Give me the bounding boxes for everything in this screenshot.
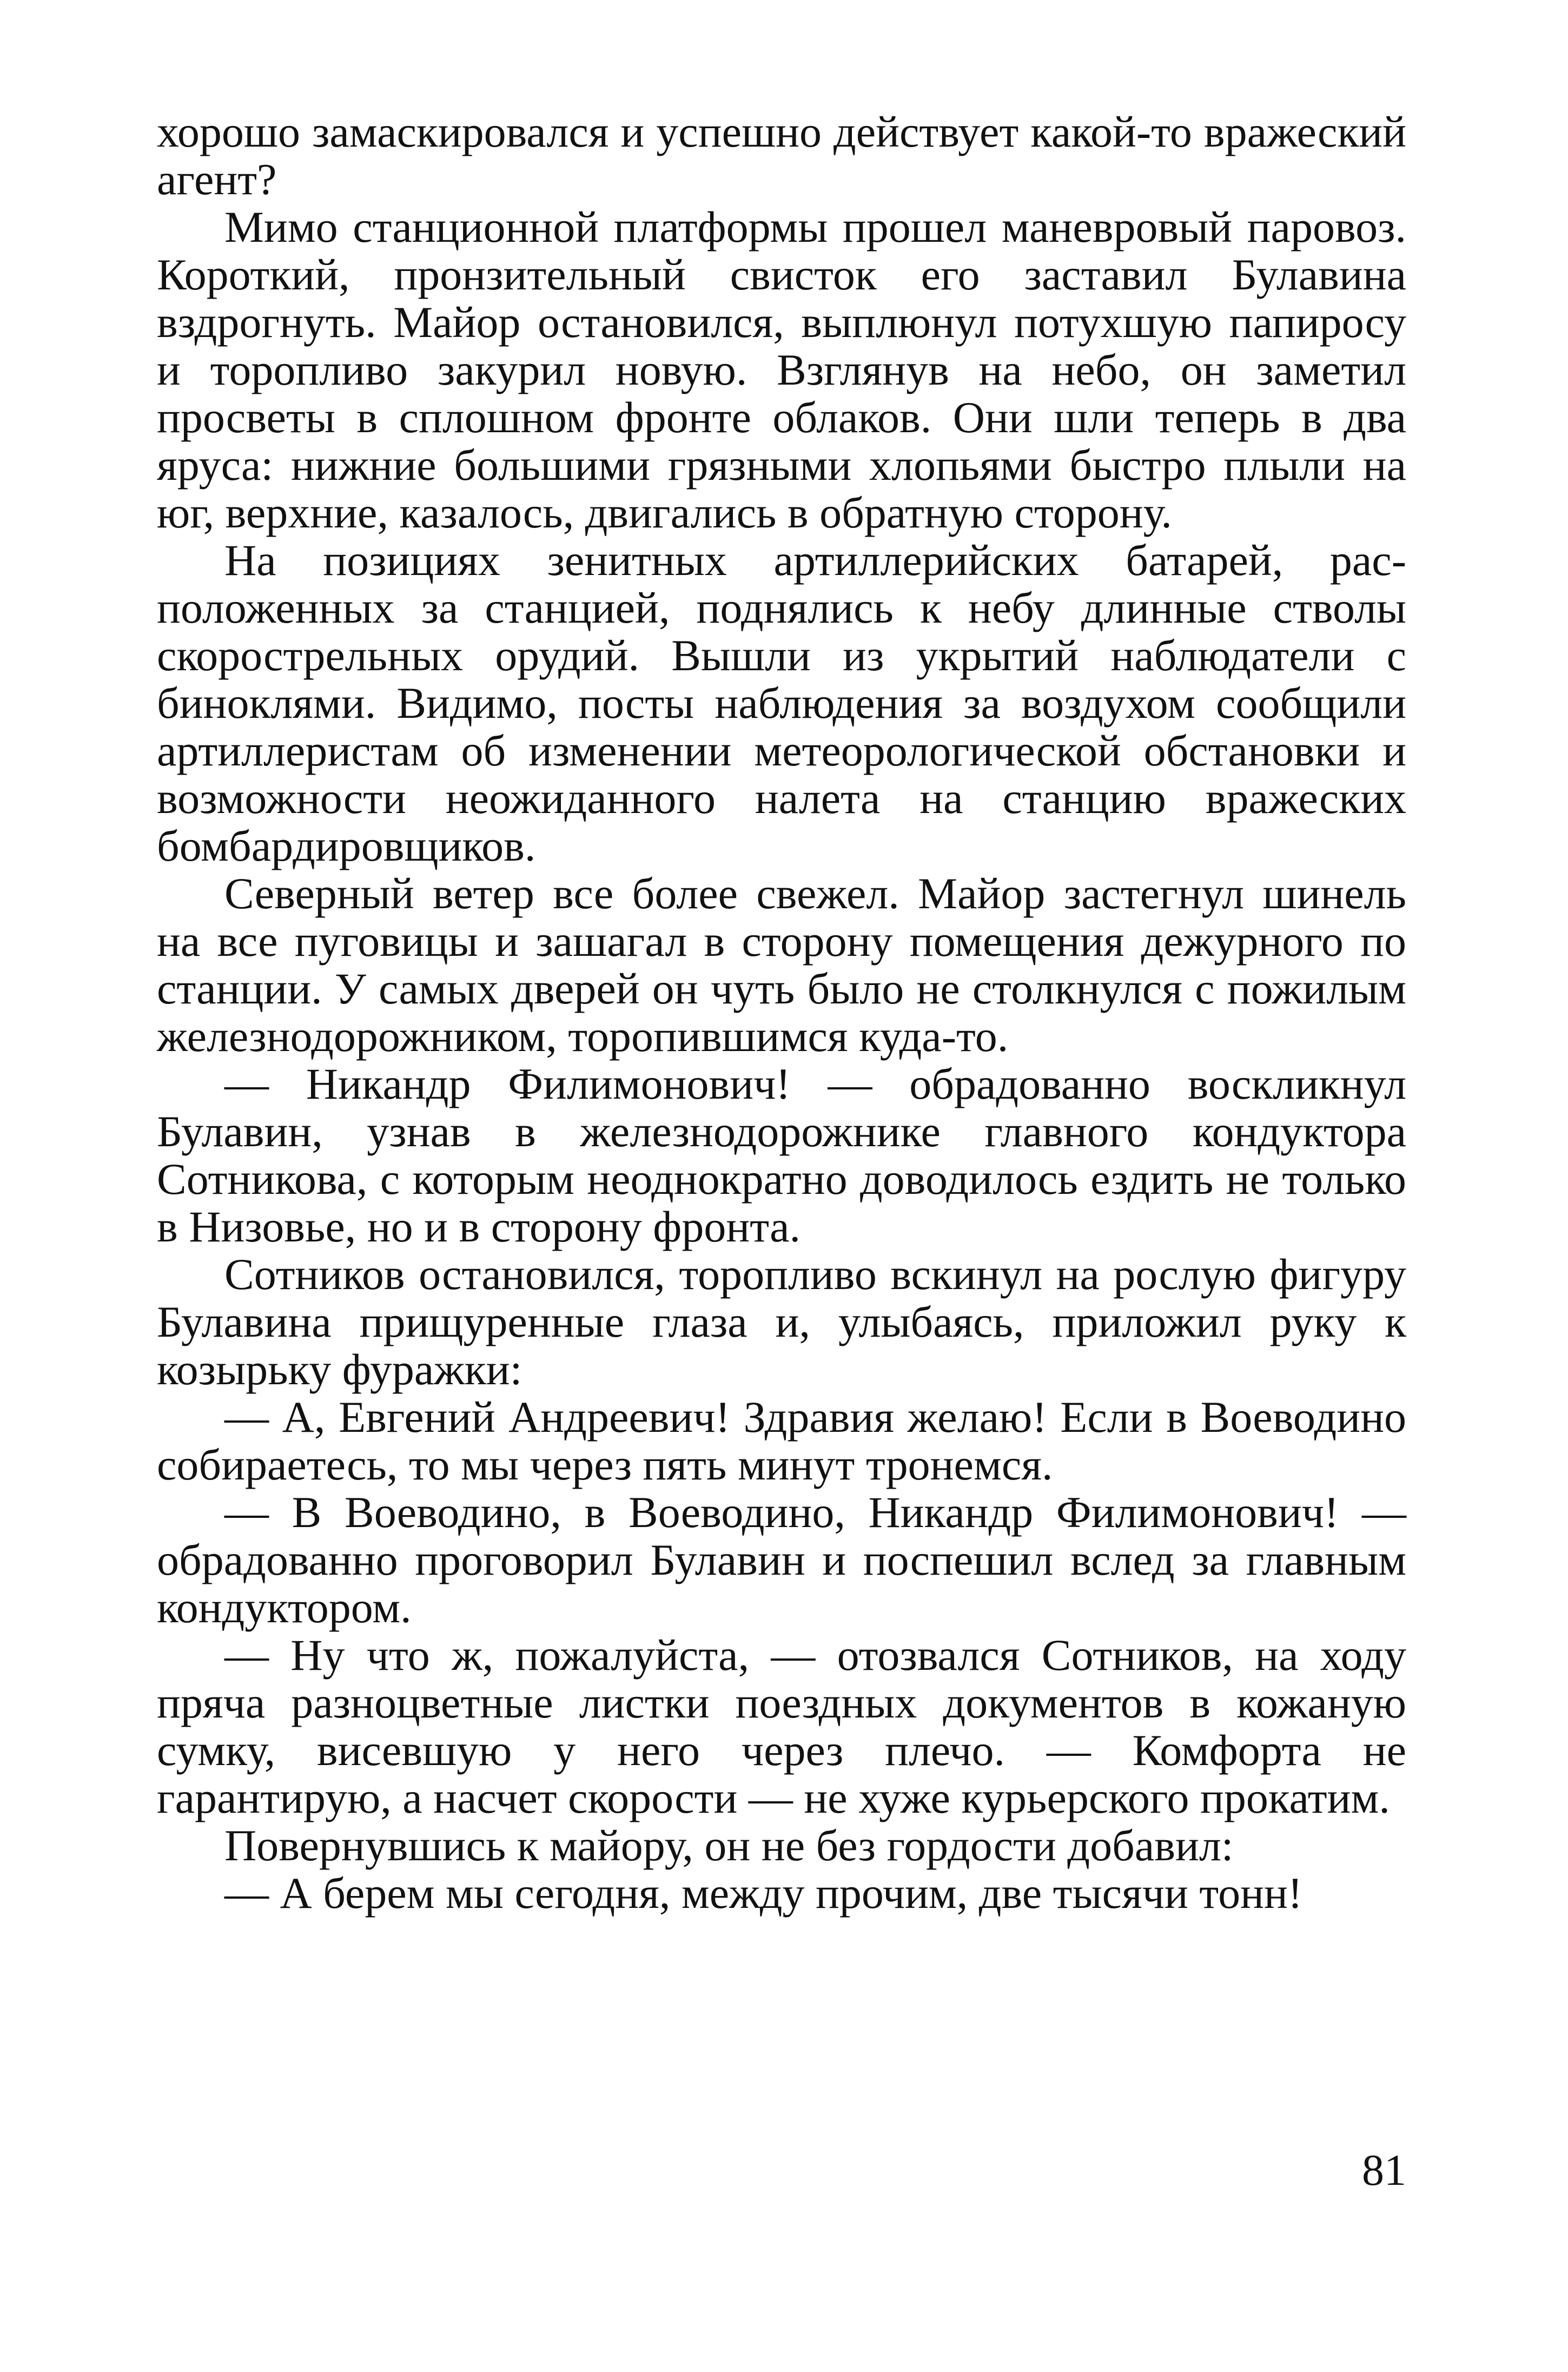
paragraph: Повернувшись к майору, он не без гордости добавил:: [224, 1821, 1234, 1870]
paragraph: Сотников остановился, торопливо вскинул на рослую фигуру Булавина прищуренные глаза и, улыбаясь, приложил руку к козырьку фуражки:: [157, 1250, 1406, 1394]
paragraph: — Никандр Филимонович! — обрадованно воскликнул Булавин, узнав в железнодорожнике главного кондуктора Сотникова, с которым неоднократно доводилось ездить не только в Низовье, но и в сторону фронта.: [157, 1059, 1406, 1251]
paragraph: Мимо станционной платформы прошел маневровый паровоз. Короткий, пронзительный свисток его заставил Булавина вздрогнуть. Майор остановился, выплюнул потухшую папиросу и торопливо закурил новую. Взглянув на небо, он заметил просветы в сплошном фронте облаков. Они шли теперь в два яруса: нижние большими грязными хлопьями быстро плыли на юг, верхние, казалось, двигались в обратную сторону.: [157, 202, 1406, 537]
page-body: [157, 108, 1406, 1917]
paragraph: Северный ветер все более свежел. Майор застегнул шинель на все пуговицы и зашагал в сторону помещения дежурного по станции. У самых дверей он чуть было не столкнулся с пожилым железнодорожником, торопившимся куда-то.: [157, 869, 1406, 1061]
paragraph: хорошо замаскировался и успешно действует какой-то вражеский агент?: [157, 107, 1406, 204]
paragraph: — В Воеводино, в Воеводино, Никандр Филимонович! — обрадованно проговорил Булавин и поспешил вслед за главным кондуктором.: [157, 1488, 1406, 1632]
paragraph: На позициях зенитных артиллерийских батарей, расположенных за станцией, поднялись к небу длинные стволы скорострельных орудий. Вышли из укрытий наблюдатели с биноклями. Видимо, посты наблюдения за воздухом сообщили артиллеристам об изменении метеорологической обстановки и возможности неожиданного налета на станцию вражеских бомбардировщиков.: [157, 536, 1406, 870]
paragraph: — А берем мы сегодня, между прочим, две тысячи тонн!: [224, 1868, 1303, 1918]
paragraph: — Ну что ж, пожалуйста, — отозвался Сотников, на ходу пряча разноцветные листки поездных документов в кожаную сумку, висевшую у него через плечо. — Комфорта не гарантирую, а насчет скорости — не хуже курьерского прокатим.: [157, 1630, 1406, 1822]
page-number: 81: [1362, 2145, 1406, 2195]
paragraph: — А, Евгений Андреевич! Здравия желаю! Если в Воеводино собираетесь, то мы через пять минут тронемся.: [157, 1392, 1406, 1489]
